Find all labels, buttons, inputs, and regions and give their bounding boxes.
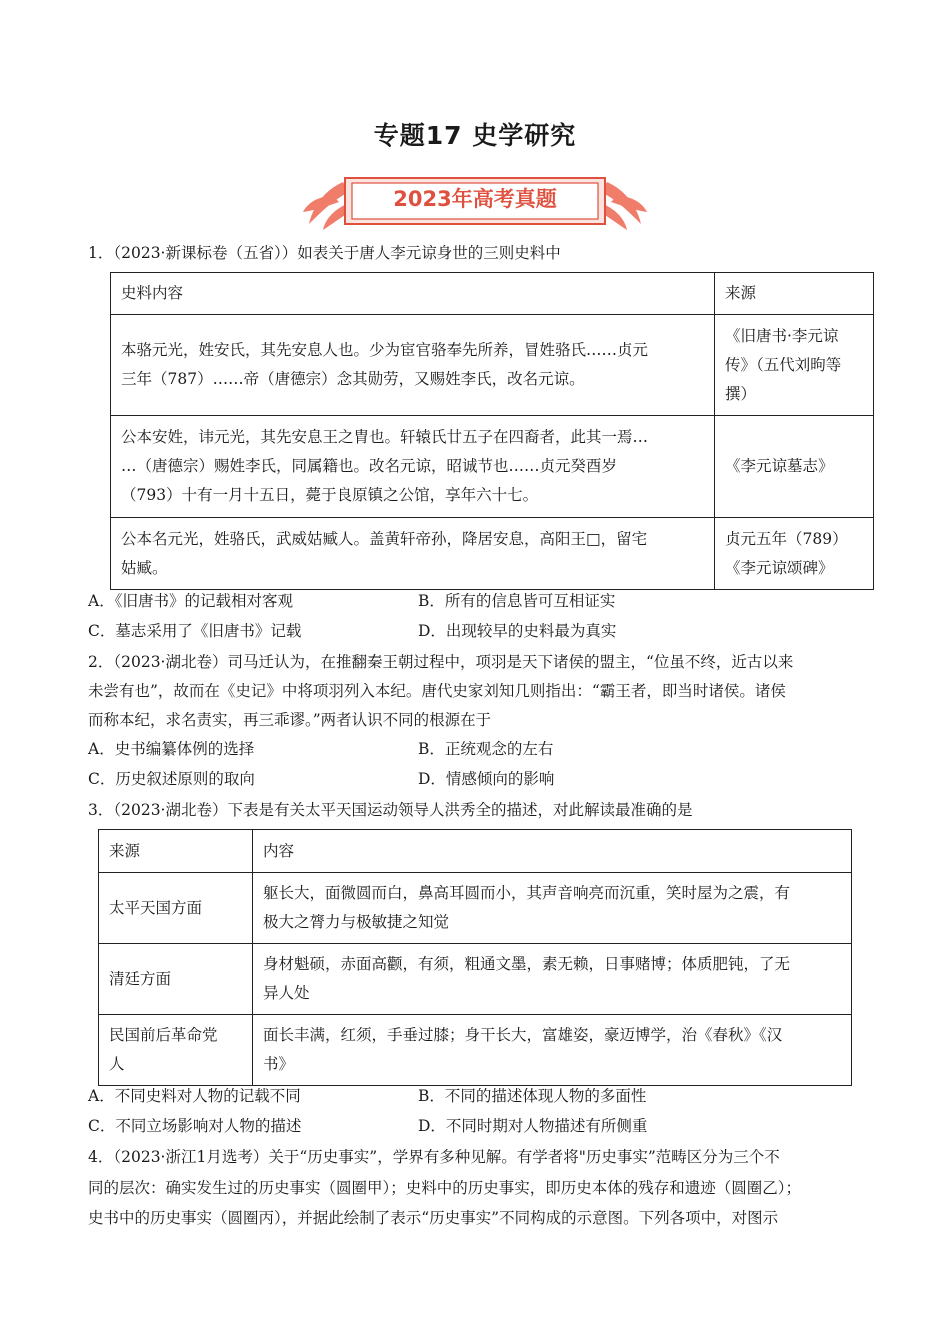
q1-row1-content: 本骆元光，姓安氏，其先安息人也。少为宦官骆奉先所养，冒姓骆氏……贞元 三年（787）……帝（唐德宗）念其勋劳，又赐姓李氏，改名元谅。 <box>111 315 715 416</box>
q1-row3-source: 贞元五年（789） 《李元谅颂碑》 <box>715 518 874 590</box>
q2-stem-line3: 而称本纪，求名责实，再三乖谬。”两者认识不同的根源在于 <box>88 711 492 729</box>
q4-stem-line2: 同的层次：确实发生过的历史事实（圆圈甲）；史料中的历史事实，即历史本体的残存和遗迹（圆圈乙）； <box>88 1179 802 1197</box>
page-title: 专题17 史学研究 <box>373 121 577 150</box>
q3-option-a[interactable]: A．不同史料对人物的记载不同 <box>88 1087 301 1105</box>
q2-stem-line1: 2．（2023·湖北卷）司马迁认为，在推翻秦王朝过程中，项羽是天下诸侯的盟主，“位虽不终，近古以来 <box>88 653 794 671</box>
q1-option-c[interactable]: C．墓志采用了《旧唐书》记载 <box>88 622 302 640</box>
q3-option-c[interactable]: C．不同立场影响对人物的描述 <box>88 1117 302 1135</box>
q3-header-content: 内容 <box>253 830 852 873</box>
q2-option-d[interactable]: D．情感倾向的影响 <box>418 770 555 788</box>
q4-stem-line3: 史书中的历史事实（圆圈丙），并据此绘制了表示“历史事实”不同构成的示意图。下列各项中，对图示 <box>88 1209 779 1227</box>
q1-stem: 1．（2023·新课标卷（五省））如表关于唐人李元谅身世的三则史料中 <box>88 244 561 262</box>
q2-option-a[interactable]: A．史书编纂体例的选择 <box>88 740 255 758</box>
q1-header-source: 来源 <box>715 273 874 315</box>
q1-row2-content: 公本安姓，讳元光，其先安息王之胄也。轩辕氏廿五子在四裔者，此其一焉… …（唐德宗）赐姓李氏，同属籍也。改名元谅，昭诚节也……贞元癸酉岁 （793）十有一月十五日，薨于良原镇之公馆，享年六十七。 <box>111 416 715 518</box>
q3-table <box>98 829 852 1086</box>
q3-row2-source: 清廷方面 <box>99 944 253 1015</box>
q1-row2-source: 《李元谅墓志》 <box>715 416 874 518</box>
q3-row2-content: 身材魁硕，赤面高颧，有须，粗通文墨，素无赖，日事赌博；体质肥钝，了无 异人处 <box>253 944 852 1015</box>
q1-option-b[interactable]: B．所有的信息皆可互相证实 <box>418 592 616 610</box>
q2-option-c[interactable]: C．历史叙述原则的取向 <box>88 770 255 788</box>
banner-label: 2023年高考真题 <box>393 187 557 211</box>
q3-row3-source: 民国前后革命党 人 <box>99 1015 253 1086</box>
q2-option-b[interactable]: B．正统观念的左右 <box>418 740 554 758</box>
q1-table <box>110 272 874 590</box>
q2-stem-line2: 未尝有也”，故而在《史记》中将项羽列入本纪。唐代史家刘知几则指出：“霸王者，即当时诸侯。诸侯 <box>88 682 786 700</box>
q1-header-content: 史料内容 <box>111 273 715 315</box>
q3-option-b[interactable]: B．不同的描述体现人物的多面性 <box>418 1087 647 1105</box>
q1-option-d[interactable]: D．出现较早的史料最为真实 <box>418 622 617 640</box>
q1-row1-source: 《旧唐书·李元谅 传》（五代刘昫等 撰） <box>715 315 874 416</box>
q3-row1-source: 太平天国方面 <box>99 873 253 944</box>
q3-header-source: 来源 <box>99 830 253 873</box>
q3-option-d[interactable]: D．不同时期对人物描述有所侧重 <box>418 1117 648 1135</box>
q3-stem: 3．（2023·湖北卷）下表是有关太平天国运动领导人洪秀全的描述，对此解读最准确的是 <box>88 801 693 819</box>
q1-row3-content: 公本名元光，姓骆氏，武威姑臧人。盖黄轩帝孙，降居安息，高阳王□，留宅 姑臧。 <box>111 518 715 590</box>
q4-stem-line1: 4．（2023·浙江1月选考）关于“历史事实”，学界有多种见解。有学者将"历史事实”范畴区分为三个不 <box>88 1148 780 1166</box>
q3-row1-content: 躯长大，面微圆而白，鼻高耳圆而小，其声音响亮而沉重，笑时屋为之震，有 极大之膂力与极敏捷之知觉 <box>253 873 852 944</box>
q1-option-a[interactable]: A．《旧唐书》的记载相对客观 <box>88 592 293 610</box>
q3-row3-content: 面长丰满，红须，手垂过膝；身干长大，富雄姿，豪迈博学，治《春秋》《汉 书》 <box>253 1015 852 1086</box>
